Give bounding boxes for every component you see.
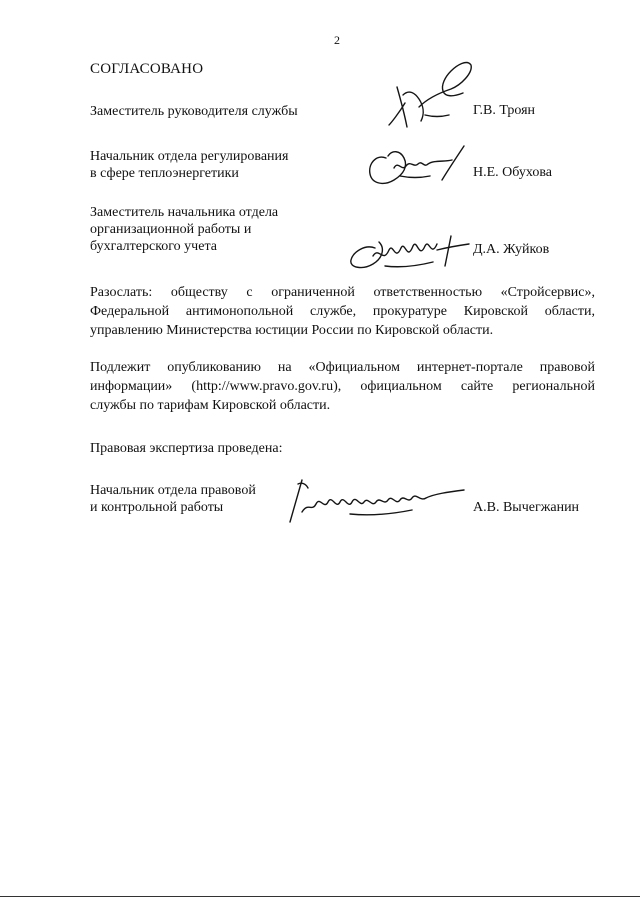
legal-review-label xyxy=(90,439,595,458)
approver-1-name: Г.В. Троян xyxy=(473,103,536,118)
publication-paragraph xyxy=(90,358,595,415)
approver-1-position xyxy=(90,103,350,120)
distribution-paragraph xyxy=(90,283,595,340)
approver-3-signature xyxy=(345,226,475,276)
approver-1-position-line: Заместитель руководителя службы xyxy=(90,104,298,119)
page-bottom-rule xyxy=(0,896,640,897)
approver-2-position-line: Начальник отдела регулирования xyxy=(90,149,289,164)
approver-3-position-line: бухгалтерского учета xyxy=(90,239,217,254)
distribution-line: Разослать: обществу с ограниченной ответственностью «Стройсервис», xyxy=(90,285,595,300)
distribution-line: управлению Министерства юстиции России по Кировской области. xyxy=(90,323,494,338)
approver-2-position xyxy=(90,148,350,182)
approver-2-signature xyxy=(364,132,474,194)
agreed-title: СОГЛАСОВАНО xyxy=(90,61,204,77)
page-number: 2 xyxy=(334,33,340,47)
distribution-line: Федеральной антимонопольной службе, прокуратуре Кировской области, xyxy=(90,304,595,319)
legal-head-position-line: и контрольной работы xyxy=(90,500,224,515)
legal-review-text: Правовая экспертиза проведена: xyxy=(90,441,283,456)
approver-1-signature xyxy=(381,55,481,135)
publication-line: службы по тарифам Кировской области. xyxy=(90,398,331,413)
approver-3-position-line: Заместитель начальника отдела xyxy=(90,205,279,220)
approver-2-name: Н.Е. Обухова xyxy=(473,165,552,180)
approver-3-position xyxy=(90,204,350,255)
approver-3-position-line: организационной работы и xyxy=(90,222,252,237)
legal-head-position-line: Начальник отдела правовой xyxy=(90,483,256,498)
approver-2-position-line: в сфере теплоэнергетики xyxy=(90,166,239,181)
publication-line: Подлежит опубликованию на «Официальном интернет-портале правовой xyxy=(90,360,595,375)
publication-line: информации» (http://www.pravo.gov.ru), официальном сайте региональной xyxy=(90,379,595,394)
legal-head-signature xyxy=(280,472,470,530)
legal-head-name: А.В. Вычегжанин xyxy=(473,500,580,515)
approver-3-name: Д.А. Жуйков xyxy=(473,242,550,257)
